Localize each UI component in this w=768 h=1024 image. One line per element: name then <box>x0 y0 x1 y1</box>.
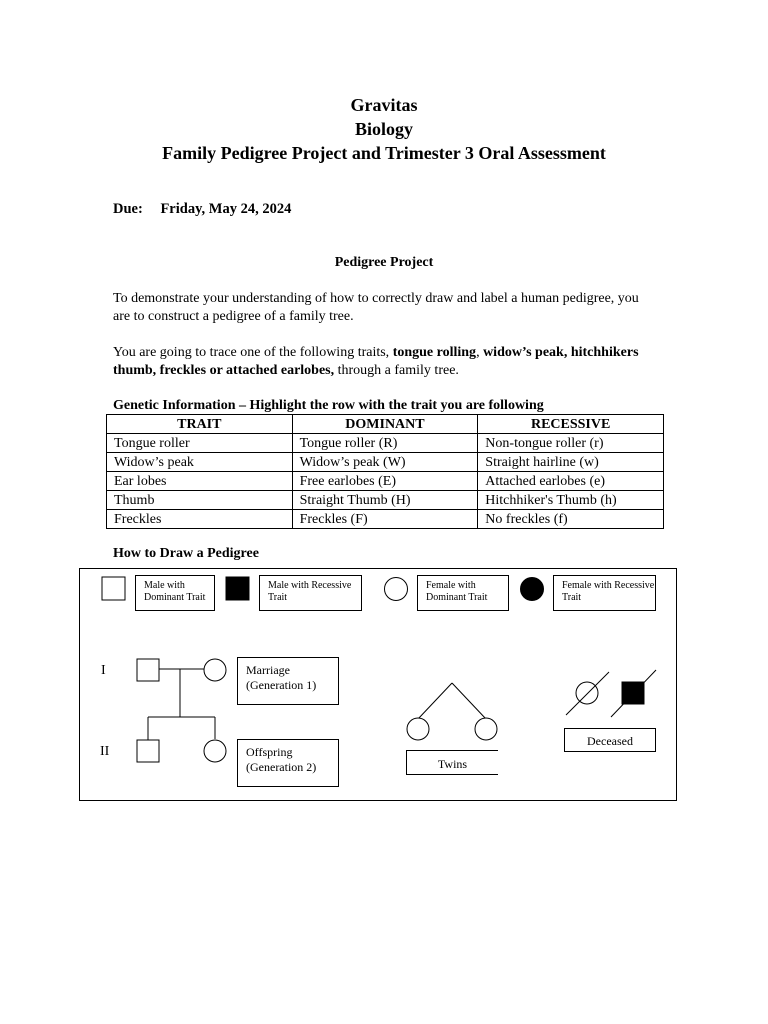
table-cell: Thumb <box>107 491 293 510</box>
deceased-female-symbol <box>576 682 598 704</box>
generation-2-numeral: II <box>100 744 110 759</box>
deceased-slash-right <box>611 670 656 717</box>
table-cell: Freckles <box>107 510 293 529</box>
table-cell: Ear lobes <box>107 472 293 491</box>
pedigree-legend-box <box>79 568 677 801</box>
para-text-start: You are going to trace one of the following traits, <box>113 345 393 360</box>
table-cell: Straight hairline (w) <box>478 453 664 472</box>
offspring-label: Offspring (Generation 2) <box>237 739 339 787</box>
gen1-female-symbol <box>204 659 226 681</box>
table-cell: Free earlobes (E) <box>292 472 478 491</box>
para-text-end: through a family tree. <box>334 362 459 378</box>
column-header: RECESSIVE <box>478 415 664 434</box>
subject-name: Biology <box>354 119 413 139</box>
twin-left-symbol <box>407 718 429 740</box>
deceased-label: Deceased <box>564 728 656 752</box>
twins-line-left <box>418 683 452 719</box>
pedigree-heading: How to Draw a Pedigree <box>113 546 259 561</box>
table-cell: Attached earlobes (e) <box>478 472 664 491</box>
gen2-male-symbol <box>137 740 159 762</box>
male-recessive-label: Male with Recessive Trait <box>259 575 362 611</box>
table-row <box>107 453 664 472</box>
due-date: Friday, May 24, 2024 <box>160 201 292 217</box>
table-header-row <box>107 415 664 434</box>
male-dominant-symbol <box>102 577 125 600</box>
trait-list: widow’s peak, hitchhikers thumb, freckles or attached earlobes, <box>113 345 639 378</box>
table-row <box>107 472 664 491</box>
table-row <box>107 434 664 453</box>
due-line <box>113 201 291 218</box>
gen2-female-symbol <box>204 740 226 762</box>
marriage-label: Marriage (Generation 1) <box>237 657 339 705</box>
table-cell: No freckles (f) <box>478 510 664 529</box>
deceased-slash-left <box>566 672 609 715</box>
twins-line-right <box>452 683 486 719</box>
intro-paragraph: To demonstrate your understanding of how to correctly draw and label a human pedigree, you are to construct a pedigree of a family tree. <box>113 291 639 324</box>
female-recessive-symbol <box>521 578 544 601</box>
due-label: Due: <box>113 201 143 217</box>
document-title: Family Pedigree Project and Trimester 3 Oral Assessment <box>162 143 606 163</box>
generation-1-numeral: I <box>101 663 106 678</box>
column-header: DOMINANT <box>292 415 478 434</box>
table-cell: Freckles (F) <box>292 510 478 529</box>
female-dominant-label: Female with Dominant Trait <box>417 575 509 611</box>
traits-paragraph <box>113 344 653 379</box>
column-header: TRAIT <box>107 415 293 434</box>
table-row <box>107 491 664 510</box>
twins-label: Twins <box>406 750 498 775</box>
table-cell: Tongue roller (R) <box>292 434 478 453</box>
table-cell: Straight Thumb (H) <box>292 491 478 510</box>
table-cell: Tongue roller <box>107 434 293 453</box>
project-heading: Pedigree Project <box>334 255 434 270</box>
female-dominant-symbol <box>385 578 408 601</box>
twin-right-symbol <box>475 718 497 740</box>
male-dominant-label: Male with Dominant Trait <box>135 575 215 611</box>
trait-tongue-rolling: tongue rolling <box>392 345 477 360</box>
table-row <box>107 510 664 529</box>
table-cell: Hitchhiker's Thumb (h) <box>478 491 664 510</box>
para-separator: , <box>476 345 484 360</box>
table-cell: Non-tongue roller (r) <box>478 434 664 453</box>
table-cell: Widow’s peak <box>107 453 293 472</box>
gen1-male-symbol <box>137 659 159 681</box>
table-cell: Widow’s peak (W) <box>292 453 478 472</box>
school-name: Gravitas <box>350 95 418 115</box>
female-recessive-label: Female with Recessive Trait <box>553 575 656 611</box>
genetic-table <box>106 414 664 529</box>
male-recessive-symbol <box>226 577 249 600</box>
genetic-info-heading: Genetic Information – Highlight the row with the trait you are following <box>113 398 544 413</box>
